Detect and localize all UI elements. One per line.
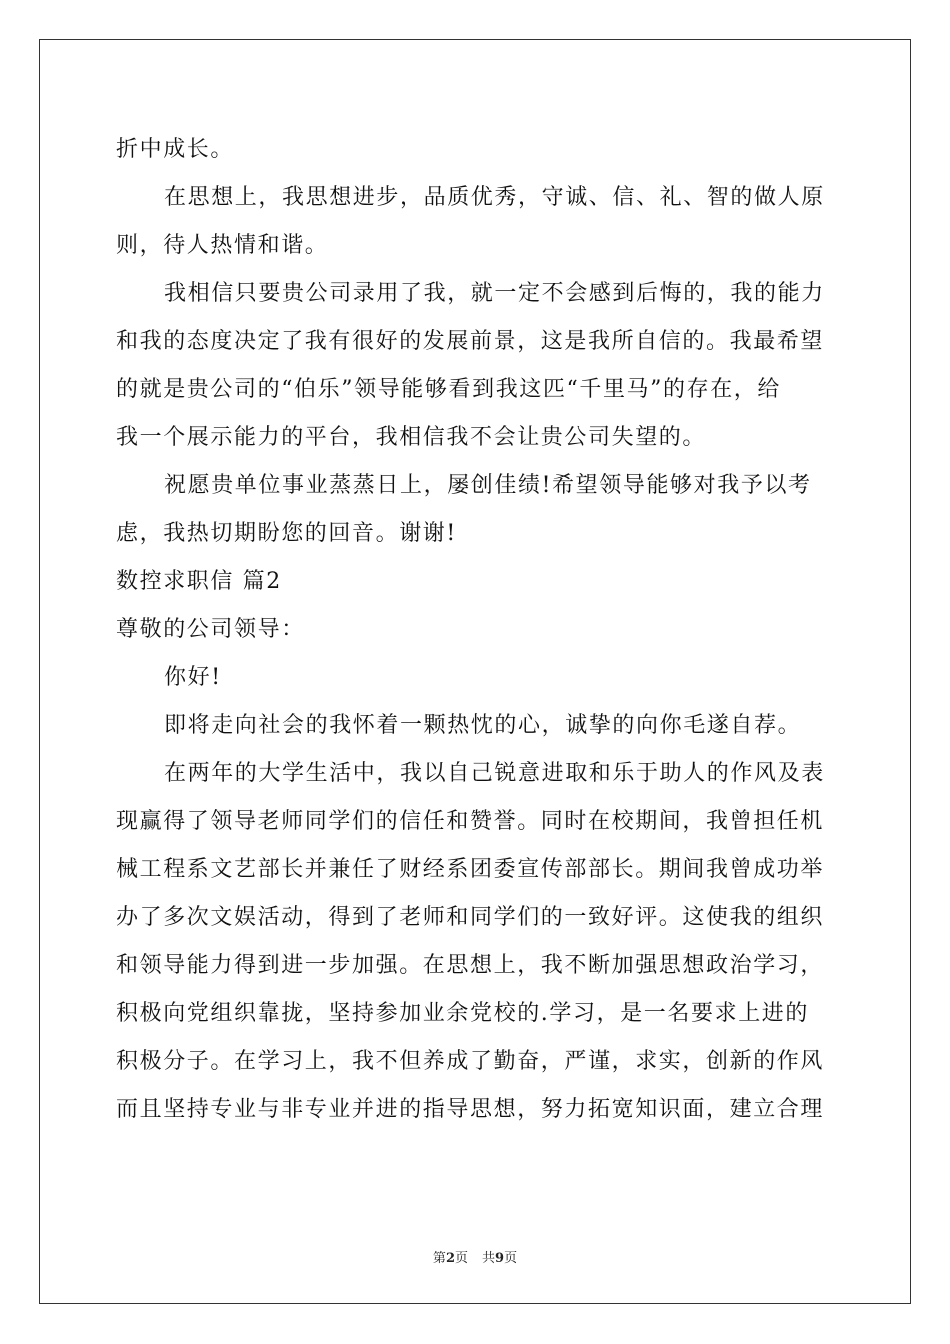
- text-line: 现赢得了领导老师同学们的信任和赞誉。同时在校期间，我曾担任机: [116, 809, 825, 834]
- text-line: 的就是贵公司的“伯乐”领导能够看到我这匹“千里马”的存在，给: [116, 377, 781, 402]
- total-suffix: 页: [504, 1251, 518, 1266]
- text-line: 积极向党组织靠拢，坚持参加业余党校的.学习，是一名要求上进的: [116, 1001, 809, 1026]
- text-line: 虑，我热切期盼您的回音。谢谢!: [116, 521, 457, 546]
- text-line: 我相信只要贵公司录用了我，就一定不会感到后悔的，我的能力: [164, 281, 825, 306]
- text-line: 我一个展示能力的平台，我相信我不会让贵公司失望的。: [116, 425, 707, 450]
- text-line: 祝愿贵单位事业蒸蒸日上，屡创佳绩!希望领导能够对我予以考: [164, 473, 812, 498]
- salutation: 尊敬的公司领导：: [116, 617, 305, 642]
- text-line: 和我的态度决定了我有很好的发展前景，这是我所自信的。我最希望: [116, 329, 825, 354]
- total-prefix: 共: [482, 1251, 496, 1266]
- text-line: 在两年的大学生活中，我以自己锐意进取和乐于助人的作风及表: [164, 761, 825, 786]
- section-heading: 数控求职信 篇2: [116, 569, 282, 594]
- text-line: 而且坚持专业与非专业并进的指导思想，努力拓宽知识面，建立合理: [116, 1097, 825, 1122]
- page-suffix: 页: [454, 1251, 468, 1266]
- document-body: [116, 126, 836, 1134]
- text-line: 和领导能力得到进一步加强。在思想上，我不断加强思想政治学习，: [116, 953, 825, 978]
- page-prefix: 第: [432, 1251, 446, 1266]
- text-line: 械工程系文艺部长并兼任了财经系团委宣传部部长。期间我曾成功举: [116, 857, 825, 882]
- page-footer: [0, 1247, 950, 1266]
- text-line: 办了多次文娱活动，得到了老师和同学们的一致好评。这使我的组织: [116, 905, 825, 930]
- text-line: 积极分子。在学习上，我不但养成了勤奋，严谨，求实，创新的作风: [116, 1049, 825, 1074]
- text-line: 折中成长。: [116, 137, 235, 162]
- total-page-number: 9: [495, 1251, 505, 1266]
- current-page-number: 2: [445, 1251, 455, 1266]
- text-line: 在思想上，我思想进步，品质优秀，守诚、信、礼、智的做人原: [164, 185, 825, 210]
- greeting: 你好!: [164, 665, 222, 690]
- text-line: 即将走向社会的我怀着一颗热忱的心，诚挚的向你毛遂自荐。: [164, 713, 802, 738]
- text-line: 则，待人热情和谐。: [116, 233, 329, 258]
